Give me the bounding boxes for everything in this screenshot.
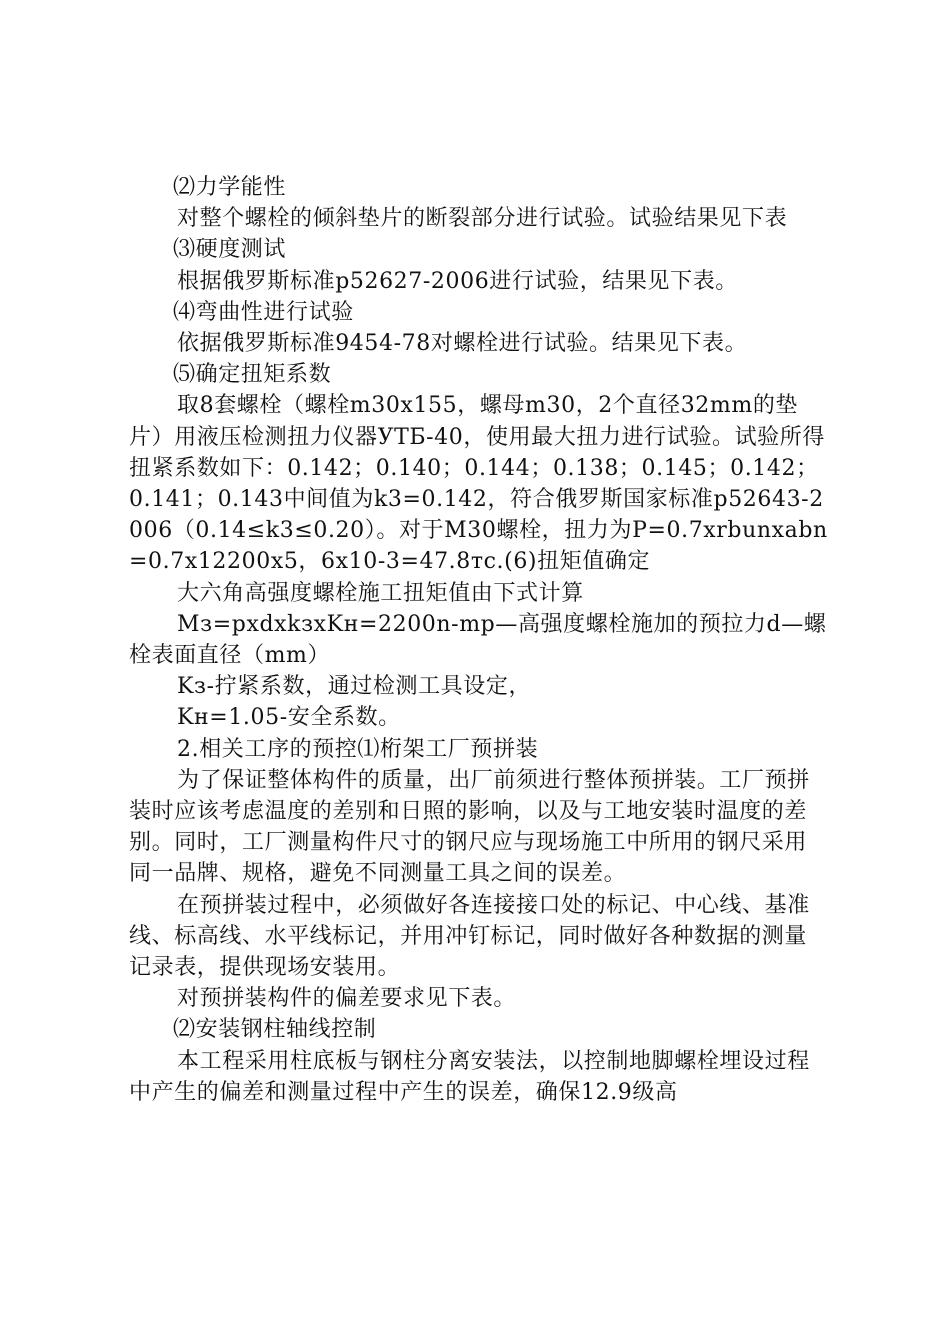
formula-definition: Kн=1.05-安全系数。 bbox=[177, 705, 401, 731]
formula-paragraph: Mз=pxdxkзxKн=2200n-mp—高强度螺栓施加的预拉力d—螺栓表面直径（mm） bbox=[129, 611, 827, 669]
section-heading-column-axis-control: ⑵安装钢柱轴线控制 bbox=[173, 1017, 377, 1043]
section-heading-torque-coefficient: ⑸确定扭矩系数 bbox=[173, 362, 332, 388]
section-heading-mechanical-properties: ⑵力学能性 bbox=[173, 175, 287, 200]
body-paragraph: 对预拼装构件的偏差要求见下表。 bbox=[177, 986, 517, 1012]
body-paragraph: 在预拼装过程中，必须做好各连接接口处的标记、中心线、基准线、标高线、水平线标记，并用冲钉标记，同时做好各种数据的测量记录表，提供现场安装用。 bbox=[129, 892, 810, 981]
section-heading-related-processes: 2.相关工序的预控⑴桁架工厂预拼装 bbox=[177, 736, 539, 762]
formula-definition: Kз-拧紧系数，通过检测工具设定， bbox=[177, 674, 532, 700]
body-paragraph: 依据俄罗斯标准9454-78对螺栓进行试验。结果见下表。 bbox=[177, 331, 748, 357]
section-heading-bending-test: ⑷弯曲性进行试验 bbox=[173, 299, 354, 325]
section-heading-hardness-test: ⑶硬度测试 bbox=[173, 237, 287, 263]
document-body bbox=[129, 172, 829, 1108]
body-paragraph: 取8套螺栓（螺栓m30x155，螺母m30，2个直径32mm的垫片）用液压检测扭力仪器УТБ-40，使用最大扭力进行试验。试验所得扭紧系数如下：0.142；0.140；0.144；0.138；0.145；0.142；0.141；0.143中间值为k3=0.142，符合俄罗斯国家标准p52643-2006（0.14≤k3≤0.20）。对于M30螺栓，扭力为P=0.7xrbunxabn=0.7x12200x5，6x10-3=47.8тс.(6)扭矩值确定 bbox=[129, 393, 828, 575]
body-paragraph: 对整个螺栓的倾斜垫片的断裂部分进行试验。试验结果见下表 bbox=[177, 206, 788, 232]
body-paragraph: 大六角高强度螺栓施工扭矩值由下式计算 bbox=[177, 580, 584, 606]
body-paragraph: 根据俄罗斯标准p52627-2006进行试验，结果见下表。 bbox=[177, 268, 738, 294]
body-paragraph: 本工程采用柱底板与钢柱分离安装法，以控制地脚螺栓埋设过程中产生的偏差和测量过程中产生的误差，确保12.9级高 bbox=[129, 1048, 810, 1105]
body-paragraph: 为了保证整体构件的质量，出厂前须进行整体预拼装。工厂预拼装时应该考虑温度的差别和日照的影响，以及与工地安装时温度的差别。同时，工厂测量构件尺寸的钢尺应与现场施工中所用的钢尺采用同一品牌、规格，避免不同测量工具之间的误差。 bbox=[129, 767, 810, 887]
